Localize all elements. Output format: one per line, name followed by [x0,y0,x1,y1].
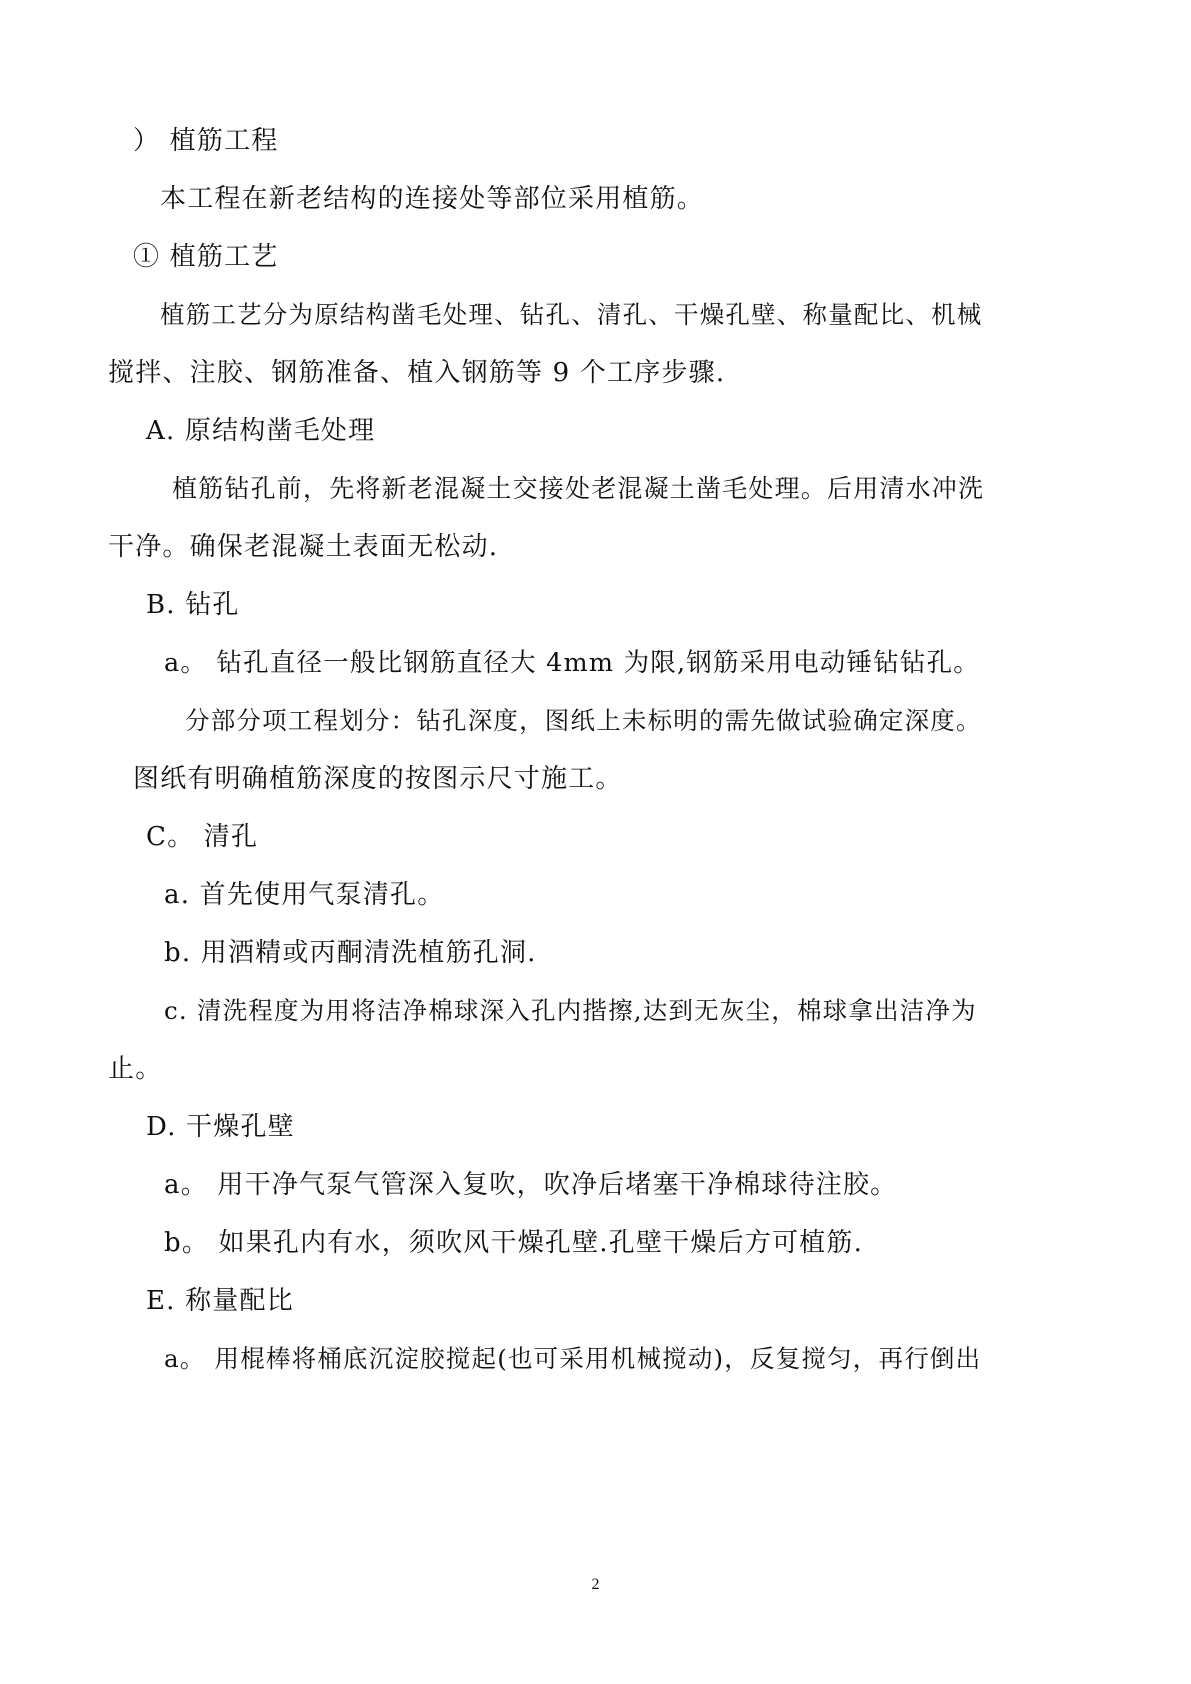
paragraph-line: 干净。确保老混凝土表面无松动. [108,532,499,562]
paragraph-line: 搅拌、注胶、钢筋准备、植入钢筋等 9 个工序步骤. [108,358,726,388]
list-item: a。 钻孔直径一般比钢筋直径大 4mm 为限,钢筋采用电动锤钻钻孔。 [164,648,981,678]
list-item: a. 首先使用气泵清孔。 [164,880,445,910]
page-number: 2 [591,1576,600,1593]
step-heading: E. 称量配比 [146,1286,294,1316]
section-heading: ） 植筋工程 [133,126,279,156]
paragraph-line: 本工程在新老结构的连接处等部位采用植筋。 [160,184,705,214]
list-item: a。 用干净气泵气管深入复吹，吹净后堵塞干净棉球待注胶。 [164,1170,898,1200]
step-heading: A. 原结构凿毛处理 [146,416,376,446]
list-item: c. 清洗程度为用将洁净棉球深入孔内揩擦,达到无灰尘，棉球拿出洁净为 [164,996,977,1025]
paragraph-line: 植筋工艺分为原结构凿毛处理、钻孔、清孔、干燥孔壁、称量配比、机械 [160,300,983,329]
step-heading: D. 干燥孔壁 [146,1112,295,1142]
list-item: b。 如果孔内有水，须吹风干燥孔壁.孔壁干燥后方可植筋. [164,1228,864,1258]
paragraph-line: 植筋钻孔前，先将新老混凝土交接处老混凝土凿毛处理。后用清水冲洗 [172,474,985,503]
paragraph-line: 止。 [108,1054,163,1084]
list-item: a。 用棍棒将桶底沉淀胶搅起(也可采用机械搅动)，反复搅匀，再行倒出 [164,1344,982,1373]
step-heading: B. 钻孔 [146,590,240,620]
list-item: b. 用酒精或丙酮清洗植筋孔洞. [164,938,537,968]
paragraph-line: 图纸有明确植筋深度的按图示尺寸施工。 [133,764,623,794]
paragraph-line: 分部分项工程划分：钻孔深度，图纸上未标明的需先做试验确定深度。 [185,706,982,735]
step-heading: C。 清孔 [146,822,259,852]
subsection-heading: ① 植筋工艺 [133,242,279,272]
